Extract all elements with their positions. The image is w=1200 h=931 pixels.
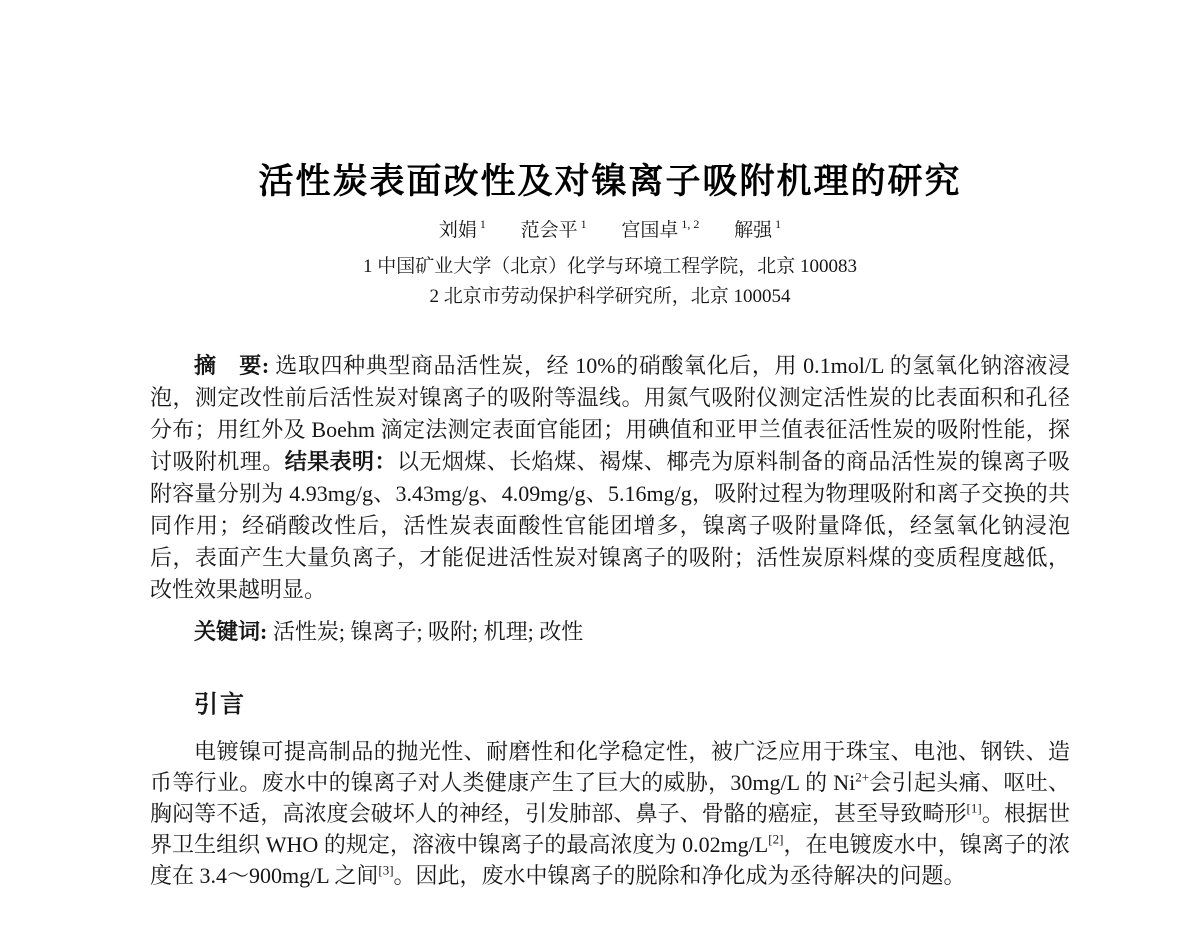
citation-2: [2] bbox=[768, 831, 784, 847]
author-3-name: 宫国卓 bbox=[621, 219, 679, 241]
intro-text-2: 会引起头痛、呕吐、胸闷等不适，高浓度会破坏人的神经，引发肺部、鼻子、骨骼的癌症，甚至导致畸形 bbox=[150, 769, 1070, 826]
author-4-affiliation-mark: 1 bbox=[775, 217, 782, 232]
intro-text-1: 电镀镍可提高制品的抛光性、耐磨性和化学稳定性，被广泛应用于珠宝、电池、钢铁、造币等行业。废水中的镍离子对人类健康产生了巨大的威胁，30mg/L 的 Ni bbox=[150, 738, 1070, 795]
author-1 bbox=[439, 218, 486, 244]
intro-text-4: ，在电镀废水中，镍离子的浓度在 3.4～900mg/L 之间 bbox=[150, 831, 1070, 888]
intro-text-3: 。根据世界卫生组织 WHO 的规定，溶液中镍离子的最高浓度为 0.02mg/L bbox=[150, 800, 1070, 857]
keywords-text: 活性炭; 镍离子; 吸附; 机理; 改性 bbox=[272, 618, 584, 644]
introduction-paragraph bbox=[150, 736, 1070, 891]
introduction-heading: 引言 bbox=[194, 691, 246, 718]
author-3-affiliation-mark: 1, 2 bbox=[681, 217, 700, 232]
intro-text-5: 。因此，废水中镍离子的脱除和净化成为丞待解决的问题。 bbox=[393, 862, 966, 888]
abstract-body-2: 以无烟煤、长焰煤、褐煤、椰壳为原料制备的商品活性炭的镍离子吸附容量分别为 4.93mg/g、3.43mg/g、4.09mg/g、5.16mg/g，吸附过程为物理吸附和离子交换的共同作用；经硝酸改性后，活性炭表面酸性官能团增多，镍离子吸附量降低，经氢氧化钠浸泡后，表面产生大量负离子，才能促进活性炭对镍离子的吸附；活性炭原料煤的变质程度越低，改性效果越明显。 bbox=[150, 448, 1070, 602]
superscript-ni-charge: 2+ bbox=[855, 769, 870, 785]
author-2-name: 范会平 bbox=[520, 219, 578, 241]
authors-line bbox=[150, 218, 1070, 244]
affiliation-1: 1 中国矿业大学（北京）化学与环境工程学院，北京 100083 bbox=[362, 255, 857, 277]
author-4-name: 解强 bbox=[734, 219, 773, 241]
abstract-label: 摘 要: bbox=[194, 352, 276, 378]
citation-1: [1] bbox=[966, 800, 982, 816]
author-1-affiliation-mark: 1 bbox=[479, 217, 486, 232]
abstract-paragraph bbox=[150, 350, 1070, 606]
author-2-affiliation-mark: 1 bbox=[580, 217, 587, 232]
keywords-line bbox=[150, 616, 1070, 648]
text-column bbox=[0, 160, 1200, 891]
author-3 bbox=[621, 218, 699, 244]
citation-3: [3] bbox=[378, 862, 394, 878]
abstract-body-1: 选取四种典型商品活性炭，经 10%的硝酸氧化后，用 0.1mol/L 的氢氧化钠溶液浸泡，测定改性前后活性炭对镍离子的吸附等温线。用氮气吸附仪测定活性炭的比表面积和孔径分布；用红外及 Boehm 滴定法测定表面官能团；用碘值和亚甲兰值表征活性炭的吸附性能，探讨吸附机理。 bbox=[150, 352, 1070, 474]
author-2 bbox=[521, 218, 587, 244]
author-4 bbox=[734, 218, 781, 244]
paper-title: 活性炭表面改性及对镍离子吸附机理的研究 bbox=[258, 162, 962, 201]
keywords-label: 关键词: bbox=[194, 618, 273, 644]
affiliation-2: 2 北京市劳动保护科学研究所，北京 100054 bbox=[429, 285, 791, 307]
abstract-results-label: 结果表明： bbox=[284, 448, 397, 474]
author-1-name: 刘娟 bbox=[438, 219, 477, 241]
